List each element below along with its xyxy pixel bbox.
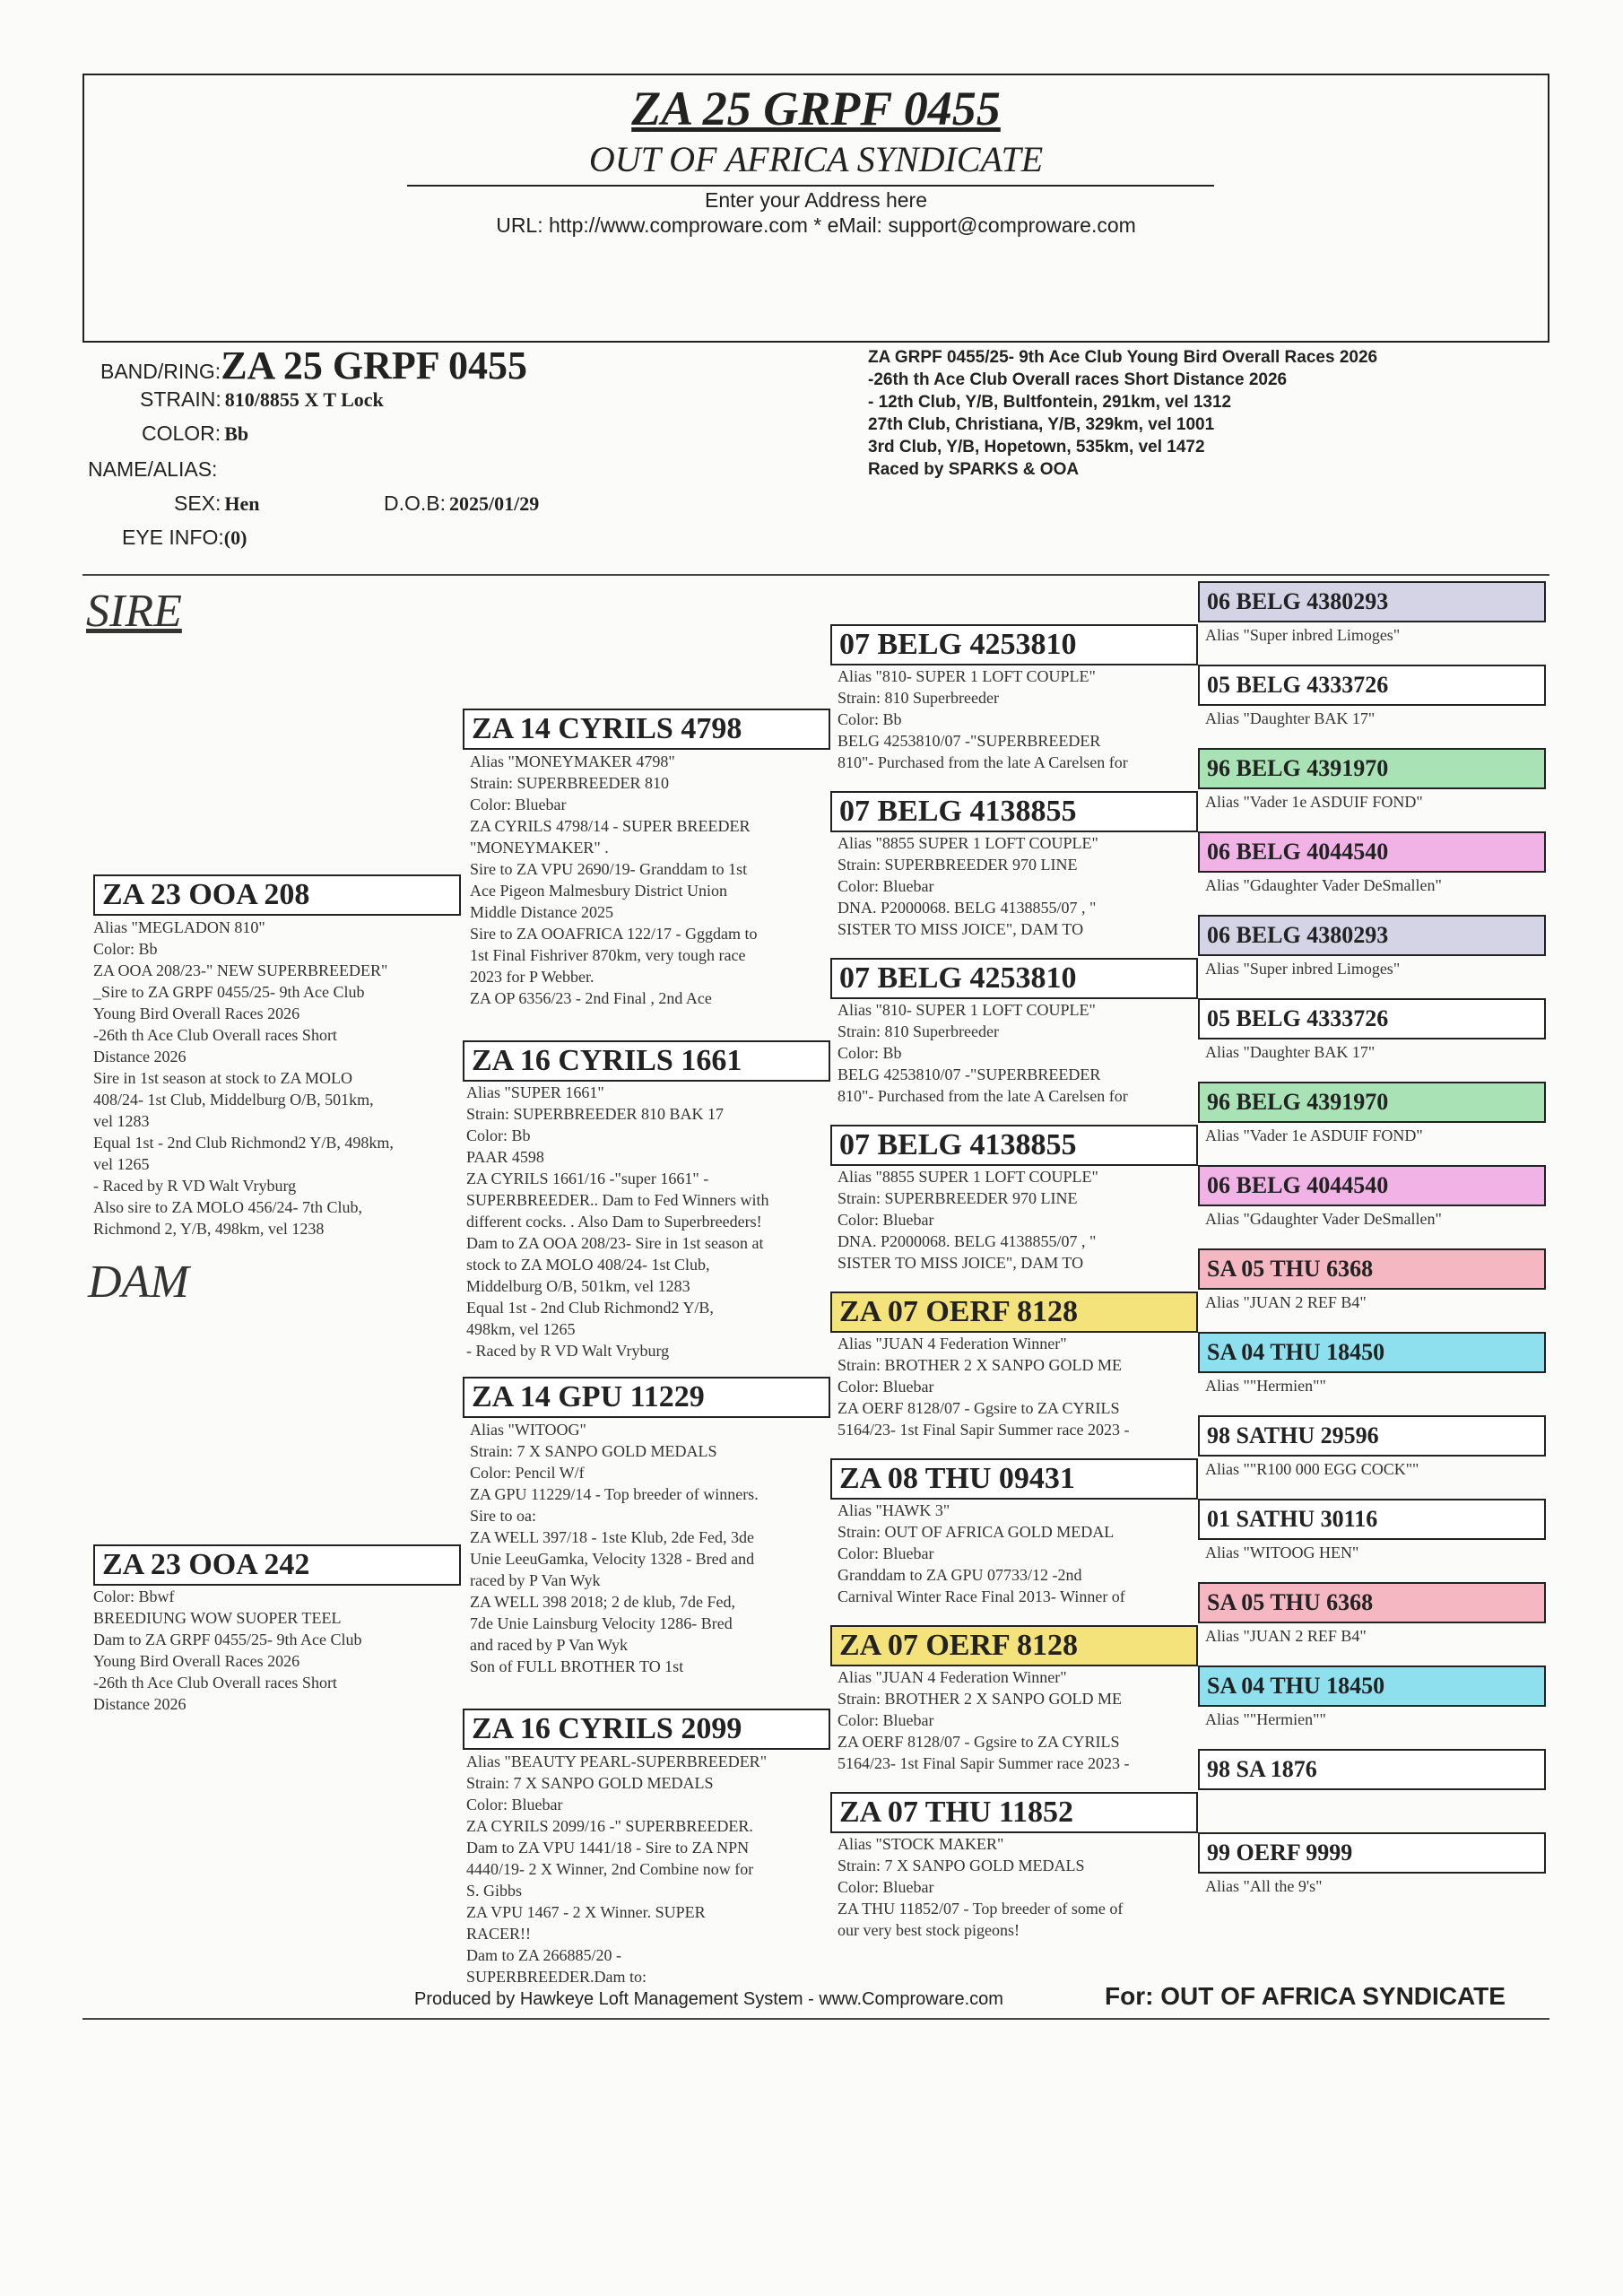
- name-label: NAME/ALIAS:: [88, 457, 218, 481]
- detail-line: and raced by P Van Wyk: [470, 1636, 629, 1654]
- detail-line: Strain: OUT OF AFRICA GOLD MEDAL: [838, 1523, 1115, 1541]
- detail-line: Strain: SUPERBREEDER 970 LINE: [838, 1189, 1078, 1207]
- detail-line: Strain: SUPERBREEDER 810: [470, 774, 670, 792]
- g4-band: SA 05 THU 6368: [1198, 1582, 1546, 1623]
- g4-band: 01 SATHU 30116: [1198, 1499, 1546, 1540]
- detail-line: Strain: BROTHER 2 X SANPO GOLD ME: [838, 1356, 1123, 1374]
- g3-card-band: 07 BELG 4253810: [830, 624, 1198, 665]
- detail-line: Distance 2026: [93, 1048, 187, 1065]
- detail-line: 810"- Purchased from the late A Carelsen for: [838, 753, 1128, 771]
- g2-sire-sire-details: [470, 751, 758, 1009]
- dob-label: D.O.B:: [384, 491, 447, 515]
- detail-line: ZA CYRILS 4798/14 - SUPER BREEDER: [470, 817, 751, 835]
- detail-line: Alias "WITOOG": [470, 1421, 586, 1439]
- sex-row: [174, 491, 260, 516]
- detail-line: 2023 for P Webber.: [470, 968, 595, 986]
- g4-alias: Alias "Super inbred Limoges": [1205, 960, 1401, 978]
- detail-line: Alias "810- SUPER 1 LOFT COUPLE": [838, 1001, 1096, 1019]
- detail-line: Also sire to ZA MOLO 456/24- 7th Club,: [93, 1198, 362, 1216]
- detail-line: Color: Bb: [466, 1126, 531, 1144]
- detail-line: Strain: BROTHER 2 X SANPO GOLD ME: [838, 1690, 1123, 1708]
- detail-line: 5164/23- 1st Final Sapir Summer race 2023 -: [838, 1754, 1130, 1772]
- color-label: COLOR:: [142, 422, 221, 445]
- detail-line: -26th th Ace Club Overall races Short: [93, 1674, 337, 1692]
- detail-line: Color: Bluebar: [838, 1378, 934, 1396]
- detail-line: Dam to ZA 266885/20 -: [466, 1946, 621, 1964]
- g3-card-band: 07 BELG 4253810: [830, 958, 1198, 999]
- g3-card-details: [838, 1500, 1125, 1607]
- detail-line: Sire to oa:: [470, 1507, 536, 1525]
- detail-line: -26th th Ace Club Overall races Short: [93, 1026, 337, 1044]
- detail-line: Alias "MONEYMAKER 4798": [470, 752, 675, 770]
- sire-details: [93, 917, 394, 1239]
- g4-alias: Alias "Daughter BAK 17": [1205, 709, 1376, 727]
- g4-band: 06 BELG 4380293: [1198, 581, 1546, 622]
- for-line: For: OUT OF AFRICA SYNDICATE: [1105, 1982, 1506, 2010]
- race-line: ZA GRPF 0455/25- 9th Ace Club Young Bird Overall Races 2026: [868, 348, 1378, 367]
- detail-line: Alias "810- SUPER 1 LOFT COUPLE": [838, 667, 1096, 685]
- detail-line: ZA WELL 398 2018; 2 de klub, 7de Fed,: [470, 1593, 735, 1611]
- g4-alias: Alias "JUAN 2 REF B4": [1205, 1293, 1367, 1311]
- g4-alias: Alias ""R100 000 EGG COCK"": [1205, 1460, 1419, 1478]
- g4-band: SA 05 THU 6368: [1198, 1248, 1546, 1290]
- color-value: Bb: [224, 422, 249, 445]
- g4-band: 99 OERF 9999: [1198, 1832, 1546, 1874]
- detail-line: ZA CYRILS 1661/16 -"super 1661" -: [466, 1170, 709, 1187]
- sire-label: SIRE: [86, 586, 182, 637]
- detail-line: RACER!!: [466, 1925, 531, 1943]
- detail-line: ZA OP 6356/23 - 2nd Final , 2nd Ace: [470, 989, 712, 1007]
- band-row: [100, 343, 527, 388]
- detail-line: DNA. P2000068. BELG 4138855/07 , ": [838, 1232, 1097, 1250]
- g3-card-band: ZA 08 THU 09431: [830, 1458, 1198, 1500]
- g4-band: 05 BELG 4333726: [1198, 998, 1546, 1039]
- detail-line: our very best stock pigeons!: [838, 1921, 1020, 1939]
- detail-line: Unie LeeuGamka, Velocity 1328 - Bred and: [470, 1550, 755, 1568]
- detail-line: Dam to ZA GRPF 0455/25- 9th Ace Club: [93, 1631, 362, 1648]
- detail-line: Alias "HAWK 3": [838, 1501, 950, 1519]
- sex-value: Hen: [224, 492, 260, 515]
- g2-sire-dam-band: ZA 16 CYRILS 1661: [463, 1040, 830, 1082]
- detail-line: Alias "JUAN 4 Federation Winner": [838, 1668, 1067, 1686]
- eye-value: (0): [223, 526, 247, 549]
- strain-value: 810/8855 X T Lock: [224, 388, 384, 411]
- detail-line: BELG 4253810/07 -"SUPERBREEDER: [838, 732, 1101, 750]
- strain-row: [140, 387, 384, 412]
- detail-line: Dam to ZA VPU 1441/18 - Sire to ZA NPN: [466, 1839, 750, 1857]
- detail-line: ZA VPU 1467 - 2 X Winner. SUPER: [466, 1903, 706, 1921]
- g2-sire-dam-details: [466, 1082, 768, 1361]
- detail-line: Strain: 7 X SANPO GOLD MEDALS: [466, 1774, 714, 1792]
- detail-line: ZA OERF 8128/07 - Ggsire to ZA CYRILS: [838, 1399, 1120, 1417]
- detail-line: stock to ZA MOLO 408/24- 1st Club,: [466, 1256, 710, 1274]
- race-line: Raced by SPARKS & OOA: [868, 460, 1080, 479]
- detail-line: ZA THU 11852/07 - Top breeder of some of: [838, 1900, 1124, 1918]
- detail-line: Color: Bluebar: [838, 877, 934, 895]
- detail-line: - Raced by R VD Walt Vryburg: [93, 1177, 297, 1195]
- detail-line: 408/24- 1st Club, Middelburg O/B, 501km,: [93, 1091, 374, 1109]
- detail-line: SISTER TO MISS JOICE", DAM TO: [838, 920, 1084, 938]
- header-box: [82, 74, 1549, 343]
- detail-line: different cocks. . Also Dam to Superbreeders!: [466, 1213, 762, 1231]
- detail-line: SISTER TO MISS JOICE", DAM TO: [838, 1254, 1084, 1272]
- detail-line: PAAR 4598: [466, 1148, 544, 1166]
- detail-line: Granddam to ZA GPU 07733/12 -2nd: [838, 1566, 1082, 1584]
- address-line: Enter your Address here: [704, 188, 928, 212]
- detail-line: Son of FULL BROTHER TO 1st: [470, 1657, 684, 1675]
- detail-line: Alias "8855 SUPER 1 LOFT COUPLE": [838, 834, 1098, 852]
- detail-line: "MONEYMAKER" .: [470, 839, 609, 857]
- detail-line: Strain: 7 X SANPO GOLD MEDALS: [838, 1857, 1085, 1874]
- pedigree-title: ZA 25 GRPF 0455: [631, 82, 1001, 135]
- url-line: URL: http://www.comproware.com * eMail: support@comproware.com: [496, 213, 1136, 237]
- detail-line: Dam to ZA OOA 208/23- Sire in 1st season at: [466, 1234, 764, 1252]
- detail-line: Young Bird Overall Races 2026: [93, 1004, 300, 1022]
- g4-alias: Alias "Vader 1e ASDUIF FOND": [1205, 1126, 1423, 1144]
- detail-line: ZA WELL 397/18 - 1ste Klub, 2de Fed, 3de: [470, 1528, 754, 1546]
- g4-band: 96 BELG 4391970: [1198, 748, 1546, 789]
- detail-line: Color: Bluebar: [470, 796, 567, 813]
- color-row: [142, 422, 248, 446]
- detail-line: vel 1265: [93, 1155, 150, 1173]
- detail-line: SUPERBREEDER.Dam to:: [466, 1968, 647, 1986]
- g3-card-band: ZA 07 THU 11852: [830, 1792, 1198, 1833]
- g4-alias: Alias ""Hermien"": [1205, 1377, 1326, 1395]
- g3-card-band: 07 BELG 4138855: [830, 791, 1198, 832]
- race-line: 3rd Club, Y/B, Hopetown, 535km, vel 1472: [868, 438, 1205, 457]
- detail-line: Alias "SUPER 1661": [466, 1083, 604, 1101]
- detail-line: Color: Bluebar: [838, 1544, 934, 1562]
- detail-line: Alias "JUAN 4 Federation Winner": [838, 1335, 1067, 1352]
- band-value: ZA 25 GRPF 0455: [221, 344, 528, 387]
- g2-dam-sire-band: ZA 14 GPU 11229: [463, 1377, 830, 1418]
- detail-line: 1st Final Fishriver 870km, very tough race: [470, 946, 746, 964]
- g4-alias: Alias "WITOOG HEN": [1205, 1544, 1359, 1561]
- race-line: 27th Club, Christiana, Y/B, 329km, vel 1001: [868, 415, 1215, 434]
- name-row: [88, 457, 217, 482]
- detail-line: Color: Bluebar: [838, 1711, 934, 1729]
- detail-line: Middelburg O/B, 501km, vel 1283: [466, 1277, 690, 1295]
- detail-line: Color: Bb: [838, 710, 902, 728]
- detail-line: 4440/19- 2 X Winner, 2nd Combine now for: [466, 1860, 754, 1878]
- g3-card-details: [838, 1666, 1129, 1774]
- detail-line: _Sire to ZA GRPF 0455/25- 9th Ace Club: [93, 983, 365, 1001]
- detail-line: Young Bird Overall Races 2026: [93, 1652, 300, 1670]
- g4-alias: Alias "All the 9's": [1205, 1877, 1323, 1895]
- detail-line: - Raced by R VD Walt Vryburg: [466, 1342, 670, 1360]
- band-label: BAND/RING:: [100, 360, 221, 383]
- g3-card-band: 07 BELG 4138855: [830, 1125, 1198, 1166]
- detail-line: 498km, vel 1265: [466, 1320, 576, 1338]
- g4-band: SA 04 THU 18450: [1198, 1332, 1546, 1373]
- detail-line: Strain: 7 X SANPO GOLD MEDALS: [470, 1442, 717, 1460]
- detail-line: Ace Pigeon Malmesbury District Union: [470, 882, 727, 900]
- g4-band: 06 BELG 4380293: [1198, 915, 1546, 956]
- detail-line: 5164/23- 1st Final Sapir Summer race 2023 -: [838, 1421, 1130, 1439]
- g3-card-details: [838, 1333, 1129, 1440]
- detail-line: Color: Bluebar: [838, 1211, 934, 1229]
- detail-line: Color: Pencil W/f: [470, 1464, 585, 1482]
- g4-alias: Alias "Gdaughter Vader DeSmallen": [1205, 1210, 1442, 1228]
- race-info: [868, 346, 1377, 481]
- g4-alias: Alias "JUAN 2 REF B4": [1205, 1627, 1367, 1645]
- sire-band: ZA 23 OOA 208: [93, 874, 461, 916]
- g2-dam-dam-details: [466, 1751, 767, 1987]
- detail-line: Strain: 810 Superbreeder: [838, 689, 999, 707]
- g3-card-details: [838, 999, 1128, 1107]
- detail-line: Color: Bluebar: [838, 1878, 934, 1896]
- g4-alias: Alias "Super inbred Limoges": [1205, 626, 1401, 644]
- detail-line: Strain: SUPERBREEDER 810 BAK 17: [466, 1105, 725, 1123]
- g3-card-band: ZA 07 OERF 8128: [830, 1292, 1198, 1333]
- detail-line: Sire to ZA VPU 2690/19- Granddam to 1st: [470, 860, 748, 878]
- detail-line: S. Gibbs: [466, 1882, 523, 1900]
- detail-line: Alias "MEGLADON 810": [93, 918, 265, 936]
- detail-line: DNA. P2000068. BELG 4138855/07 , ": [838, 899, 1097, 917]
- detail-line: vel 1283: [93, 1112, 150, 1130]
- detail-line: raced by P Van Wyk: [470, 1571, 601, 1589]
- title-rule: [407, 185, 1214, 187]
- dob-row: [384, 491, 539, 516]
- eye-row: [122, 526, 247, 550]
- g2-sire-sire-band: ZA 14 CYRILS 4798: [463, 709, 830, 750]
- g3-card-details: [838, 665, 1128, 773]
- detail-line: Distance 2026: [93, 1695, 187, 1713]
- eye-label: EYE INFO:: [122, 526, 224, 549]
- detail-line: Color: Bbwf: [93, 1587, 175, 1605]
- info-divider: [82, 574, 1549, 576]
- dob-value: 2025/01/29: [449, 492, 540, 515]
- dam-label: DAM: [88, 1257, 189, 1308]
- g3-card-details: [838, 1833, 1123, 1941]
- race-line: - 12th Club, Y/B, Bultfontein, 291km, vel 1312: [868, 393, 1232, 412]
- detail-line: Richmond 2, Y/B, 498km, vel 1238: [93, 1220, 325, 1238]
- detail-line: Equal 1st - 2nd Club Richmond2 Y/B, 498km,: [93, 1134, 394, 1152]
- g4-band: 98 SATHU 29596: [1198, 1415, 1546, 1457]
- detail-line: BELG 4253810/07 -"SUPERBREEDER: [838, 1065, 1101, 1083]
- strain-label: STRAIN:: [140, 387, 221, 411]
- g3-card-details: [838, 832, 1098, 940]
- detail-line: BREEDIUNG WOW SUOPER TEEL: [93, 1609, 342, 1627]
- g3-card-band: ZA 07 OERF 8128: [830, 1625, 1198, 1666]
- detail-line: ZA CYRILS 2099/16 -" SUPERBREEDER.: [466, 1817, 753, 1835]
- race-line: -26th th Ace Club Overall races Short Distance 2026: [868, 370, 1288, 389]
- g4-alias: Alias ""Hermien"": [1205, 1710, 1326, 1728]
- detail-line: Alias "8855 SUPER 1 LOFT COUPLE": [838, 1168, 1098, 1186]
- g3-card-details: [838, 1166, 1098, 1274]
- detail-line: Color: Bb: [838, 1044, 902, 1062]
- detail-line: Sire to ZA OOAFRICA 122/17 - Gggdam to: [470, 925, 758, 943]
- footer-divider: [82, 2018, 1549, 2020]
- detail-line: 810"- Purchased from the late A Carelsen for: [838, 1087, 1128, 1105]
- detail-line: Alias "STOCK MAKER": [838, 1835, 1004, 1853]
- sex-label: SEX:: [174, 491, 221, 515]
- g2-dam-dam-band: ZA 16 CYRILS 2099: [463, 1709, 830, 1750]
- detail-line: Color: Bluebar: [466, 1796, 563, 1813]
- detail-line: Color: Bb: [93, 940, 158, 958]
- detail-line: SUPERBREEDER.. Dam to Fed Winners with: [466, 1191, 769, 1209]
- detail-line: ZA OERF 8128/07 - Ggsire to ZA CYRILS: [838, 1733, 1120, 1751]
- g4-band: 06 BELG 4044540: [1198, 1165, 1546, 1206]
- g4-alias: Alias "Vader 1e ASDUIF FOND": [1205, 793, 1423, 811]
- detail-line: Alias "BEAUTY PEARL-SUPERBREEDER": [466, 1752, 768, 1770]
- detail-line: 7de Unie Lainsburg Velocity 1286- Bred: [470, 1614, 733, 1632]
- detail-line: Equal 1st - 2nd Club Richmond2 Y/B,: [466, 1299, 714, 1317]
- g4-band: 05 BELG 4333726: [1198, 665, 1546, 706]
- g4-alias: Alias "Gdaughter Vader DeSmallen": [1205, 876, 1442, 894]
- produced-by: Produced by Hawkeye Loft Management System - www.Comproware.com: [414, 1989, 1003, 2009]
- g2-dam-sire-details: [470, 1419, 759, 1677]
- g4-band: 96 BELG 4391970: [1198, 1082, 1546, 1123]
- detail-line: Carnival Winter Race Final 2013- Winner of: [838, 1587, 1125, 1605]
- dam-details: [93, 1586, 362, 1715]
- detail-line: ZA GPU 11229/14 - Top breeder of winners.: [470, 1485, 759, 1503]
- detail-line: Strain: SUPERBREEDER 970 LINE: [838, 856, 1078, 874]
- g4-alias: Alias "Daughter BAK 17": [1205, 1043, 1376, 1061]
- pedigree-subtitle: OUT OF AFRICA SYNDICATE: [588, 139, 1044, 179]
- g4-band: 98 SA 1876: [1198, 1749, 1546, 1790]
- dam-band: ZA 23 OOA 242: [93, 1544, 461, 1586]
- g4-band: 06 BELG 4044540: [1198, 831, 1546, 873]
- detail-line: ZA OOA 208/23-" NEW SUPERBREEDER": [93, 961, 388, 979]
- detail-line: Sire in 1st season at stock to ZA MOLO: [93, 1069, 352, 1087]
- detail-line: Strain: 810 Superbreeder: [838, 1022, 999, 1040]
- detail-line: Middle Distance 2025: [470, 903, 613, 921]
- g4-band: SA 04 THU 18450: [1198, 1665, 1546, 1707]
